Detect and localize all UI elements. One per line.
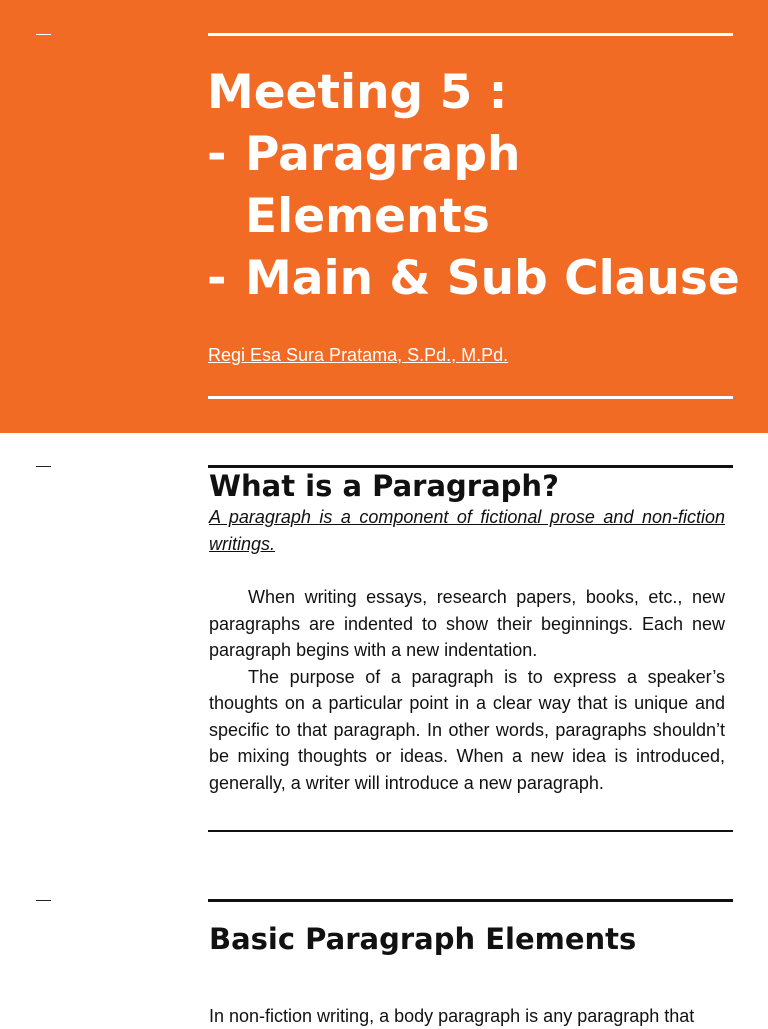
body-text: [209, 584, 725, 796]
section-heading: Basic Paragraph Elements: [209, 922, 637, 956]
top-divider: [208, 33, 733, 36]
slide-marker: [36, 466, 51, 467]
section-end-divider: [208, 830, 733, 832]
list-marker: -: [207, 127, 227, 182]
body-text: In non-fiction writing, a body paragraph is any paragraph that: [209, 1006, 695, 1026]
slide-marker: [36, 34, 51, 35]
title-item-continuation: Elements: [245, 189, 490, 244]
paragraph: When writing essays, research papers, books, etc., new paragraphs are indented to show their beginnings. Each new paragraph begins with a new indentation.: [209, 587, 725, 660]
author-name[interactable]: Regi Esa Sura Pratama, S.Pd., M.Pd.: [208, 345, 509, 365]
bottom-divider: [208, 396, 733, 399]
section-divider: [208, 899, 733, 902]
section-divider: [208, 465, 733, 468]
title-item-text: Main & Sub Clause: [245, 251, 740, 306]
section-heading: What is a Paragraph?: [209, 469, 559, 503]
paragraph: The purpose of a paragraph is to express a speaker’s thoughts on a particular point in a clear way that is unique and specific to that paragraph. In other words, paragraphs shouldn’t be mixing thoughts or ideas. When a new idea is introduced, generally, a writer will introduce a new paragraph.: [209, 666, 725, 793]
lead-definition: A paragraph is a component of fictional prose and non-fiction writings.: [209, 507, 725, 554]
slide-marker: [36, 900, 51, 901]
title-slide: [0, 0, 768, 433]
title-item-text: Paragraph: [245, 127, 521, 182]
title-item-1: [207, 124, 747, 186]
slide-title: [207, 62, 747, 310]
title-item-2: [207, 248, 747, 310]
list-marker: -: [207, 251, 227, 306]
title-meeting: Meeting 5 :: [207, 65, 508, 120]
